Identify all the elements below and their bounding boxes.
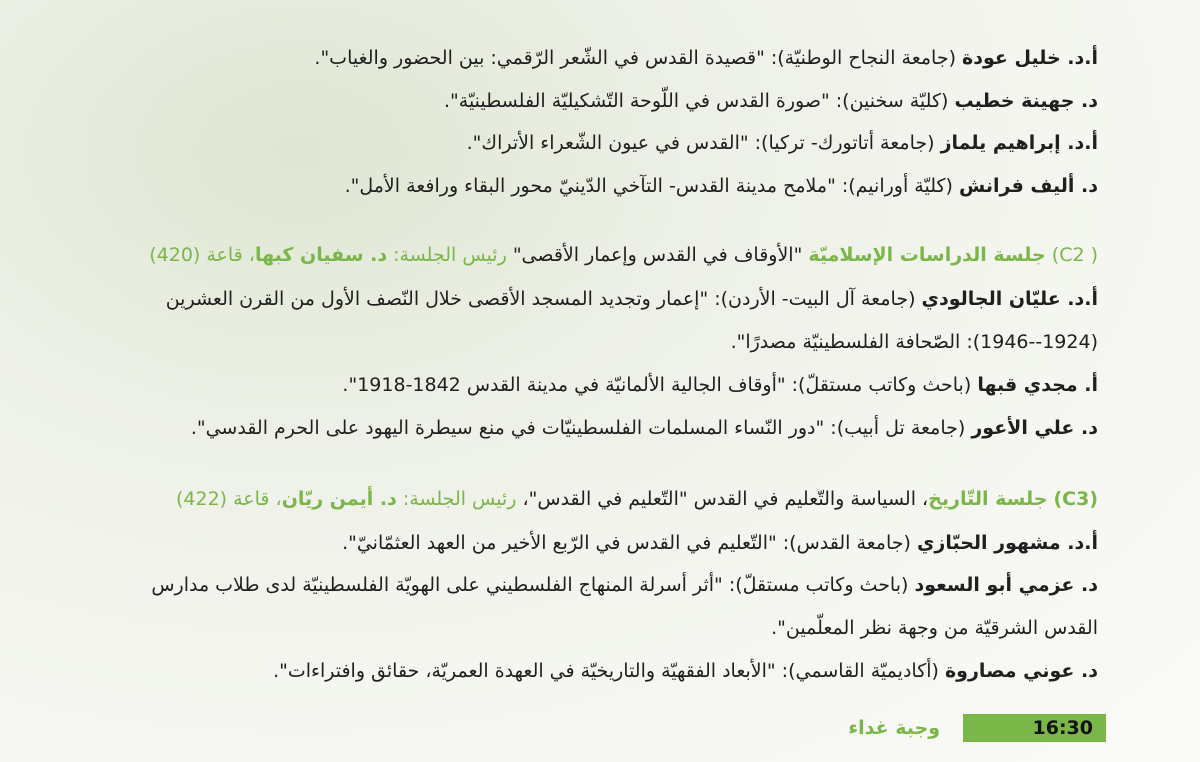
talk-info: (جامعة آل البيت- الأردن): "إعمار وتجديد المسجد الأقصى خلال النّصف الأول من القرن العشرين — [165, 288, 922, 310]
speaker-name: أ.د. إبراهيم يلماز — [940, 132, 1098, 154]
speaker-name: د. عزمي أبو السعود — [914, 574, 1098, 596]
talk-info: (جامعة تل أبيب): "دور النّساء المسلمات الفلسطينيّات في منع سيطرة اليهود على الحرم القدسي". — [190, 417, 972, 439]
speaker-line — [80, 371, 1098, 399]
session-code: (C3) — [1053, 488, 1098, 510]
chair-label: رئيس الجلسة: — [396, 488, 517, 510]
chair-label: رئيس الجلسة: — [387, 244, 507, 266]
session-room: ، قاعة (422) — [175, 488, 282, 510]
speaker-line — [80, 129, 1098, 157]
speaker-line — [80, 87, 1098, 115]
talk-info: (باحث وكاتب مستقلّ): "أثر أسرلة المنهاج الفلسطيني على الهويّة الفلسطينيّة لدى طلاب مدارس — [151, 574, 915, 596]
speaker-line — [80, 285, 1098, 313]
speaker-name: د. جهينة خطيب — [954, 90, 1098, 112]
speaker-name: أ.د. عليّان الجالودي — [921, 288, 1098, 310]
speaker-line-continued — [80, 614, 1098, 642]
speaker-line — [80, 657, 1098, 685]
speaker-line — [80, 44, 1098, 72]
speaker-line — [100, 571, 1098, 599]
speaker-line — [80, 414, 1098, 442]
speaker-line — [80, 172, 1098, 200]
session-title: جلسة الدراسات الإسلاميّة — [808, 244, 1046, 266]
chair-name: د. سفيان كبها — [254, 244, 388, 266]
session-code: ( C2) — [1051, 244, 1098, 266]
talk-info: (جامعة أتاتورك- تركيا): "القدس في عيون الشّعراء الأتراك". — [466, 132, 941, 154]
speaker-name: د. عوني مصاروة — [944, 660, 1098, 682]
talk-info: (جامعة النجاح الوطنيّة): "قصيدة القدس في الشّعر الرّقمي: بين الحضور والغياب". — [314, 47, 963, 69]
session-header-c2 — [80, 241, 1098, 269]
talk-info: (جامعة القدس): "التّعليم في القدس في الرّبع الأخير من العهد العثمّانيّ". — [342, 532, 917, 554]
speaker-name: د. علي الأعور — [971, 417, 1098, 439]
session-topic: "الأوقاف في القدس وإعمار الأقصى" — [506, 244, 809, 266]
session-title: جلسة التّاريخ — [928, 488, 1048, 510]
speaker-line-continued — [80, 328, 1098, 356]
session-topic: ، السياسة والتّعليم في القدس "التّعليم في القدس"، — [516, 488, 929, 510]
speaker-name: أ.د. خليل عودة — [962, 47, 1098, 69]
speaker-name: أ.د. مشهور الحبّازي — [916, 532, 1098, 554]
time-slot-time: 16:30 — [1032, 717, 1093, 739]
speaker-name: د. أليف فرانش — [959, 175, 1098, 197]
speaker-name: أ. مجدي قبها — [977, 374, 1098, 396]
session-header-c3 — [80, 485, 1098, 513]
talk-info: (كليّة سخنين): "صورة القدس في اللّوحة التّشكيليّة الفلسطينيّة". — [443, 90, 955, 112]
chair-name: د. أيمن ريّان — [281, 488, 397, 510]
talk-info: (باحث وكاتب مستقلّ): "أوقاف الجالية الألمانيّة في مدينة القدس 1842-1918". — [342, 374, 978, 396]
speaker-line — [80, 529, 1098, 557]
talk-info: القدس الشرقيّة من وجهة نظر المعلّمين". — [771, 617, 1098, 639]
talk-info: (أكاديميّة القاسمي): "الأبعاد الفقهيّة والتاريخيّة في العهدة العمريّة، حقائق وافتراءات". — [273, 660, 945, 682]
talk-info: (كليّة أورانيم): "ملامح مدينة القدس- التآخي الدّينيّ محور البقاء ورافعة الأمل". — [344, 175, 959, 197]
talk-info: (1924--1946): الصّحافة الفلسطينيّة مصدرًا". — [730, 331, 1098, 353]
time-slot-label: وجبة غداء — [848, 717, 940, 739]
session-room: ، قاعة (420) — [149, 244, 255, 266]
